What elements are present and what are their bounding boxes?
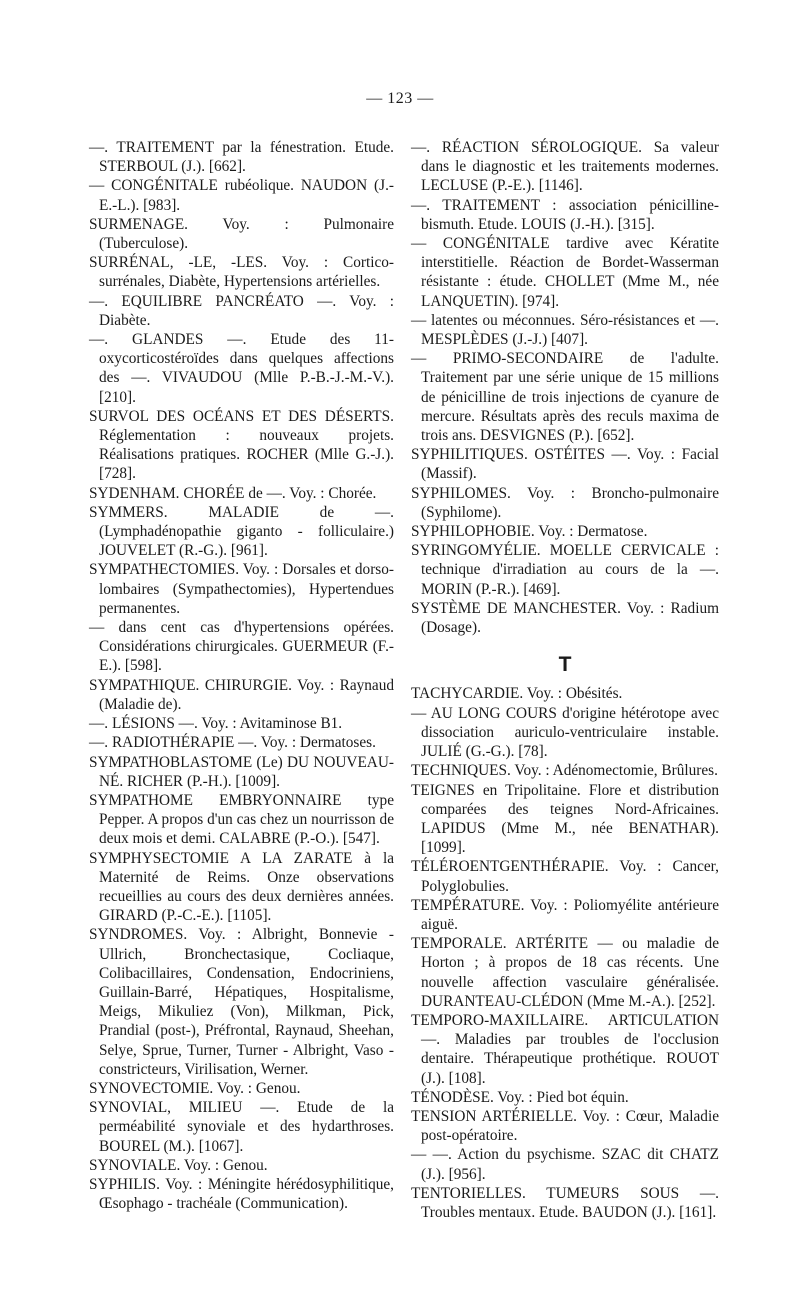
page-number: — 123 — [366,90,434,107]
index-entry: SYNOVIALE. Voy. : Genou. [89,1156,268,1174]
index-entry: SYPHILIS. Voy. : Méningite hérédosyphilitique, Œsophago - trachéale (Communication). [89,1175,394,1213]
index-entry: SYNDROMES. Voy. : Albright, Bonnevie - Ullrich, Bronchectasique, Cocliaque, Colibacillaires, Condensation, Endocriniens, Guillain-Barré, Hépatiques, Hospitalisme, Meigs, Mikuliez (Von), Milkman, Pick, Prandial (post-), Préfrontal, Raynaud, Sheehan, Selye, Sprue, Turner, Turner - Albright, Vaso - constricteurs, Virilisation, Werner. [89,926,394,1078]
index-entry: —. LÉSIONS —. Voy. : Avitaminose B1. [89,715,343,733]
index-entry: TENSION ARTÉRIELLE. Voy. : Cœur, Maladie post-opératoire. [411,1107,719,1145]
index-entry: —. RÉACTION SÉROLOGIQUE. Sa valeur dans le diagnostic et les traitements modernes. LECLUSE (P.-E.). [1146]. [411,139,719,195]
index-entry: SYPHILOMES. Voy. : Broncho-pulmonaire (Syphilome). [411,484,719,521]
index-entry: TÉLÉROENTGENTHÉRAPIE. Voy. : Cancer, Polyglobulies. [411,858,719,895]
index-entry: TEIGNES en Tripolitaine. Flore et distribution comparées des teignes Nord-Africaines. LAPIDUS (Mme M., née BENATHAR). [1099]. [411,781,719,857]
index-entry: —. RADIOTHÉRAPIE —. Voy. : Dermatoses. [89,734,376,752]
right-column [411,138,719,1222]
index-entry: — —. Action du psychisme. SZAC dit CHATZ (J.). [956]. [411,1146,719,1183]
index-entry: —. TRAITEMENT par la fénestration. Etude. STERBOUL (J.). [662]. [89,139,394,176]
index-entry: SYMPATHECTOMIES. Voy. : Dorsales et dorso-lombaires (Sympathectomies), Hypertendues permanentes. [89,561,394,617]
index-entry: SURVOL DES OCÉANS ET DES DÉSERTS. Réglementation : nouveaux projets. Réalisations pratiques. ROCHER (Mlle G.-J.). [728]. [89,407,394,483]
index-entry: — latentes ou méconnues. Séro-résistances et —. MESPLÈDES (J.-J.) [407]. [411,311,719,349]
left-column [89,138,394,1213]
index-entry: SURRÉNAL, -LE, -LES. Voy. : Cortico-surrénales, Diabète, Hypertensions artérielles. [89,254,394,291]
index-entry: SYMPATHOBLASTOME (Le) DU NOUVEAU-NÉ. RICHER (P.-H.). [1009]. [89,753,394,790]
index-entry: SYRINGOMYÉLIE. MOELLE CERVICALE : technique d'irradiation au cours de la —. MORIN (P.-R.). [469]. [411,542,719,598]
index-entry: SYMPATHOME EMBRYONNAIRE type Pepper. A propos d'un cas chez un nourrisson de deux mois et demi. CALABRE (P.-O.). [547]. [89,791,394,848]
section-letter-heading: T [558,653,572,677]
index-entry: TACHYCARDIE. Voy. : Obésités. [411,685,623,703]
index-entry: — PRIMO-SECONDAIRE de l'adulte. Traitement par une série unique de 15 millions de pénicilline de trois injections de cyanure de mercure. Résultats après des reculs maxima de trois ans. DESVIGNES (P.). [652]. [411,350,719,445]
index-entry: TECHNIQUES. Voy. : Adénomectomie, Brûlures. [411,762,718,780]
index-entry: — CONGÉNITALE tardive avec Kératite interstitielle. Réaction de Bordet-Wasserman résistante : étude. CHOLLET (Mme M., née LANQUETIN). [974]. [411,235,719,310]
index-entry: — dans cent cas d'hypertensions opérées. Considérations chirurgicales. GUERMEUR (F.-E.). [598]. [89,619,394,675]
index-entry: TEMPORALE. ARTÉRITE — ou maladie de Horton ; à propos de 18 cas récents. Une nouvelle affection vasculaire généralisée. DURANTEAU-CLÉDON (Mme M.-A.). [252]. [411,935,719,1010]
index-entry: SYMPHYSECTOMIE A LA ZARATE à la Maternité de Reims. Onze observations recueillies au cours des deux dernières années. GIRARD (P.-C.-E.). [1105]. [89,849,394,925]
index-entry: —. EQUILIBRE PANCRÉATO —. Voy. : Diabète. [89,292,394,329]
index-entry: SYMMERS. MALADIE de —. (Lymphadénopathie giganto - folliculaire.) JOUVELET (R.-G.). [961]. [89,503,394,560]
index-entry: TEMPORO-MAXILLAIRE. ARTICULATION —. Maladies par troubles de l'occlusion dentaire. Thérapeutique prothétique. ROUOT (J.). [108]. [411,1011,719,1087]
index-entry: SYSTÈME DE MANCHESTER. Voy. : Radium (Dosage). [411,599,719,637]
index-entry: SURMENAGE. Voy. : Pulmonaire (Tuberculose). [89,215,394,253]
index-entry: —. TRAITEMENT : association pénicilline-bismuth. Etude. LOUIS (J.-H.). [315]. [411,196,719,233]
index-entry: SYDENHAM. CHORÉE de —. Voy. : Chorée. [89,484,377,502]
index-entry: SYMPATHIQUE. CHIRURGIE. Voy. : Raynaud (Maladie de). [89,676,394,713]
index-entry: SYPHILITIQUES. OSTÉITES —. Voy. : Facial (Massif). [411,446,719,483]
index-entry: TÉNODÈSE. Voy. : Pied bot équin. [411,1088,629,1106]
index-entry: SYPHILOPHOBIE. Voy. : Dermatose. [411,523,648,541]
index-entry: SYNOVECTOMIE. Voy. : Genou. [89,1079,301,1097]
index-entry: — AU LONG COURS d'origine hétérotope avec dissociation auriculo-ventriculaire instable. JULIÉ (G.-G.). [78]. [411,704,719,761]
index-entry: TEMPÉRATURE. Voy. : Poliomyélite antérieure aiguë. [411,896,719,933]
index-entry: TENTORIELLES. TUMEURS SOUS —. Troubles mentaux. Etude. BAUDON (J.). [161]. [411,1184,719,1221]
index-entry: SYNOVIAL, MILIEU —. Etude de la perméabilité synoviale et des hydarthroses. BOUREL (M.). [1067]. [89,1099,394,1155]
index-entry: — CONGÉNITALE rubéolique. NAUDON (J.-E.-L.). [983]. [89,177,394,214]
index-entry: —. GLANDES —. Etude des 11-oxycorticostéroïdes dans quelques affections des —. VIVAUDOU (Mlle P.-B.-J.-M.-V.). [210]. [89,331,394,406]
